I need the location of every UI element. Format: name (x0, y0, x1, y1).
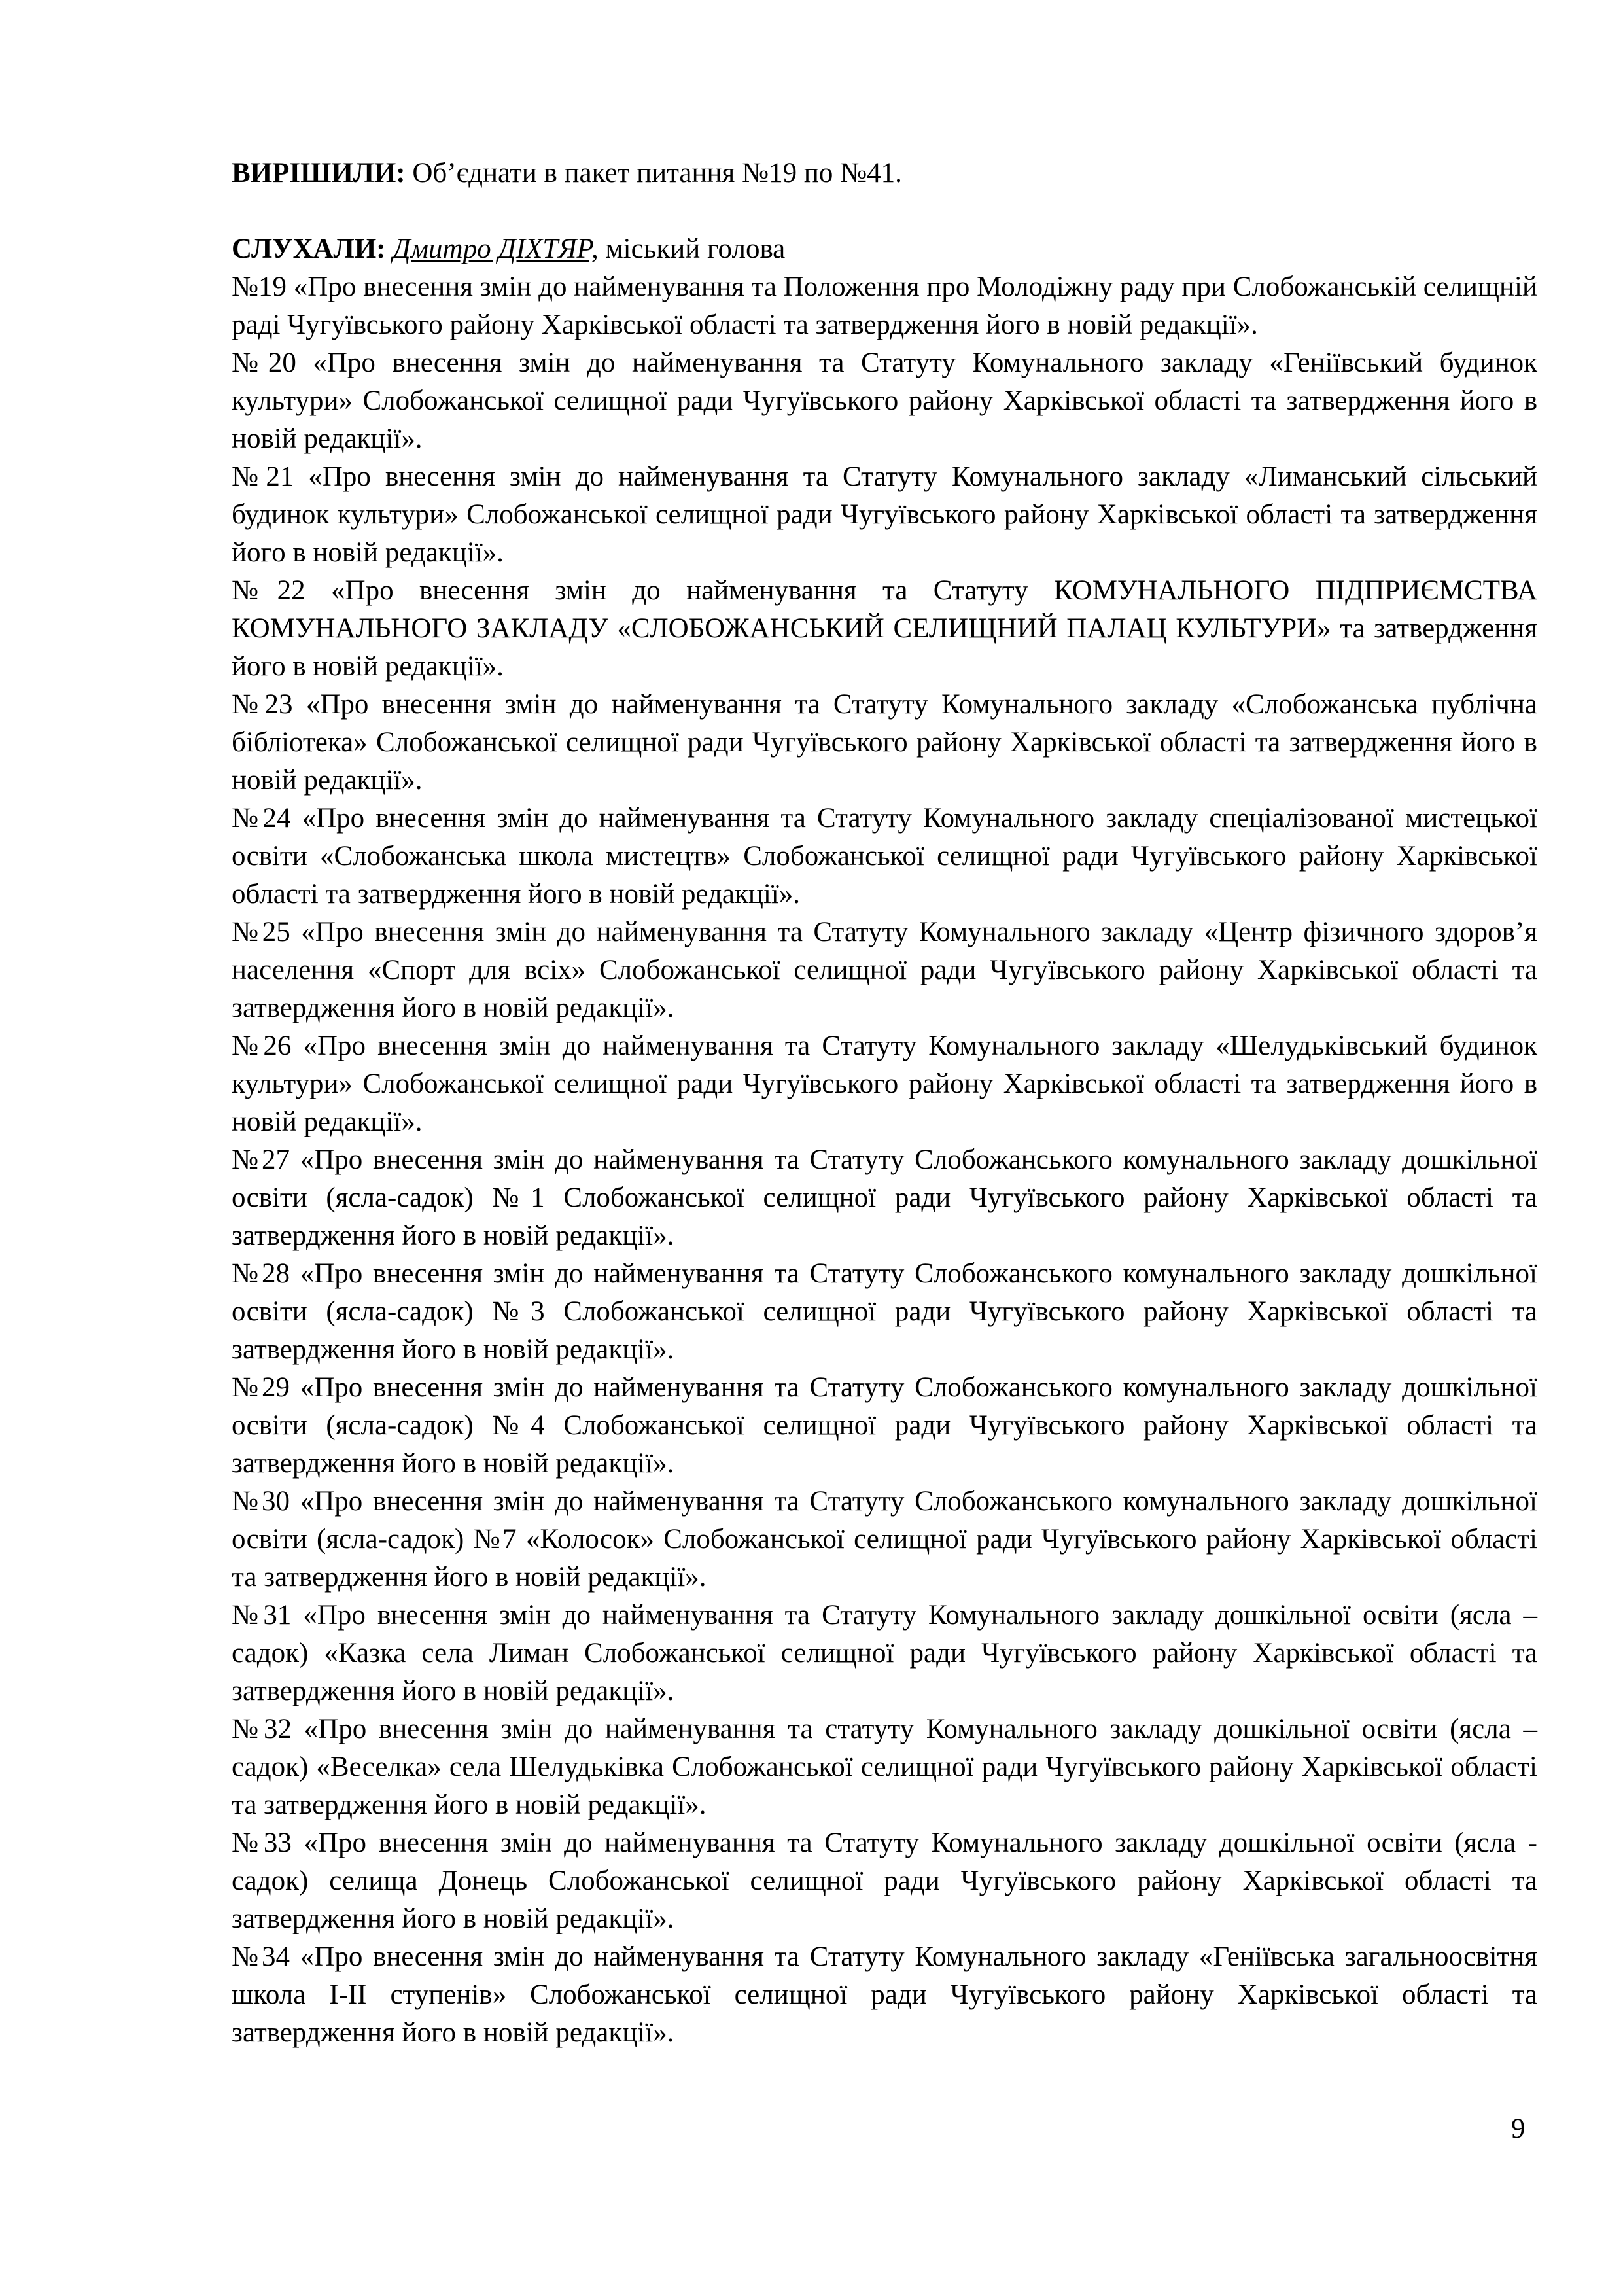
speaker-name: Дмитро ДІХТЯР, (393, 234, 599, 264)
agenda-item: №32 «Про внесення змін до найменування та статуту Комунального закладу дошкільної освіти (ясла – садок) «Веселка» села Шелудьківка Слобожанської селищної ради Чугуївського району Харківської області та затвердження його в новій редакції». (232, 1714, 1537, 1820)
agenda-item: №26 «Про внесення змін до найменування та Статуту Комунального закладу «Шелудьківський будинок культури» Слобожанської селищної ради Чугуївського району Харківської області та затвердження його в новій редакції». (232, 1031, 1537, 1137)
agenda-item: №25 «Про внесення змін до найменування та Статуту Комунального закладу «Центр фізичного здоров’я населення «Спорт для всіх» Слобожанської селищної ради Чугуївського району Харківської області та затвердження його в новій редакції». (232, 917, 1537, 1023)
heard-paragraph (232, 230, 1537, 268)
agenda-item: №23 «Про внесення змін до найменування та Статуту Комунального закладу «Слобожанська публічна бібліотека» Слобожанської селищної ради Чугуївського району Харківської області та затвердження його в новій редакції». (232, 689, 1537, 796)
agenda-item: №29 «Про внесення змін до найменування та Статуту Слобожанського комунального закладу дошкільної освіти (ясла-садок) №4 Слобожанської селищної ради Чугуївського району Харківської області та затвердження його в новій редакції». (232, 1372, 1537, 1479)
decision-text: Об’єднати в пакет питання №19 по №41. (405, 158, 902, 188)
agenda-item: №24 «Про внесення змін до найменування та Статуту Комунального закладу спеціалізованої мистецької освіти «Слобожанська школа мистецтв» Слобожанської селищної ради Чугуївського району Харківської області та затвердження його в новій редакції». (232, 803, 1537, 910)
agenda-item: №27 «Про внесення змін до найменування та Статуту Слобожанського комунального закладу дошкільної освіти (ясла-садок) №1 Слобожанської селищної ради Чугуївського району Харківської області та затвердження його в новій редакції». (232, 1144, 1537, 1251)
speaker-role: міський голова (598, 234, 786, 264)
heard-label: СЛУХАЛИ: (232, 234, 386, 264)
agenda-item: №33 «Про внесення змін до найменування та Статуту Комунального закладу дошкільної освіти (ясла - садок) селища Донець Слобожанської селищної ради Чугуївського району Харківської області та затвердження його в новій редакції». (232, 1828, 1537, 1934)
agenda-item: №19 «Про внесення змін до найменування та Положення про Молодіжну раду при Слобожанській селищній раді Чугуївського району Харківської області та затвердження його в новій редакції». (232, 272, 1537, 340)
agenda-items-list (232, 268, 1537, 2052)
decision-label: ВИРІШИЛИ: (232, 158, 406, 188)
document-page (232, 154, 1537, 2052)
agenda-item: №28 «Про внесення змін до найменування та Статуту Слобожанського комунального закладу дошкільної освіти (ясла-садок) №3 Слобожанської селищної ради Чугуївського району Харківської області та затвердження його в новій редакції». (232, 1258, 1537, 1365)
page-number: 9 (1511, 2113, 1526, 2144)
agenda-item: №20 «Про внесення змін до найменування та Статуту Комунального закладу «Геніївський будинок культури» Слобожанської селищної ради Чугуївського району Харківської області та затвердження його в новій редакції». (232, 347, 1537, 454)
agenda-item: №30 «Про внесення змін до найменування та Статуту Слобожанського комунального закладу дошкільної освіти (ясла-садок) №7 «Колосок» Слобожанської селищної ради Чугуївського району Харківської області та затвердження його в новій редакції». (232, 1486, 1537, 1593)
decision-paragraph (232, 154, 1537, 192)
paragraph-spacer (232, 192, 1537, 230)
agenda-item: №21 «Про внесення змін до найменування та Статуту Комунального закладу «Лиманський сільський будинок культури» Слобожанської селищної ради Чугуївського району Харківської області та затвердження його в новій редакції». (232, 461, 1537, 568)
agenda-item: №22 «Про внесення змін до найменування та Статуту КОМУНАЛЬНОГО ПІДПРИЄМСТВА КОМУНАЛЬНОГО ЗАКЛАДУ «СЛОБОЖАНСЬКИЙ СЕЛИЩНИЙ ПАЛАЦ КУЛЬТУРИ» та затвердження його в новій редакції». (232, 575, 1537, 682)
agenda-item: №31 «Про внесення змін до найменування та Статуту Комунального закладу дошкільної освіти (ясла – садок) «Казка села Лиман Слобожанської селищної ради Чугуївського району Харківської області та затвердження його в новій редакції». (232, 1600, 1537, 1706)
agenda-item: №34 «Про внесення змін до найменування та Статуту Комунального закладу «Геніївська загальноосвітня школа І-ІІ ступенів» Слобожанської селищної ради Чугуївського району Харківської області та затвердження його в новій редакції». (232, 1941, 1537, 2048)
